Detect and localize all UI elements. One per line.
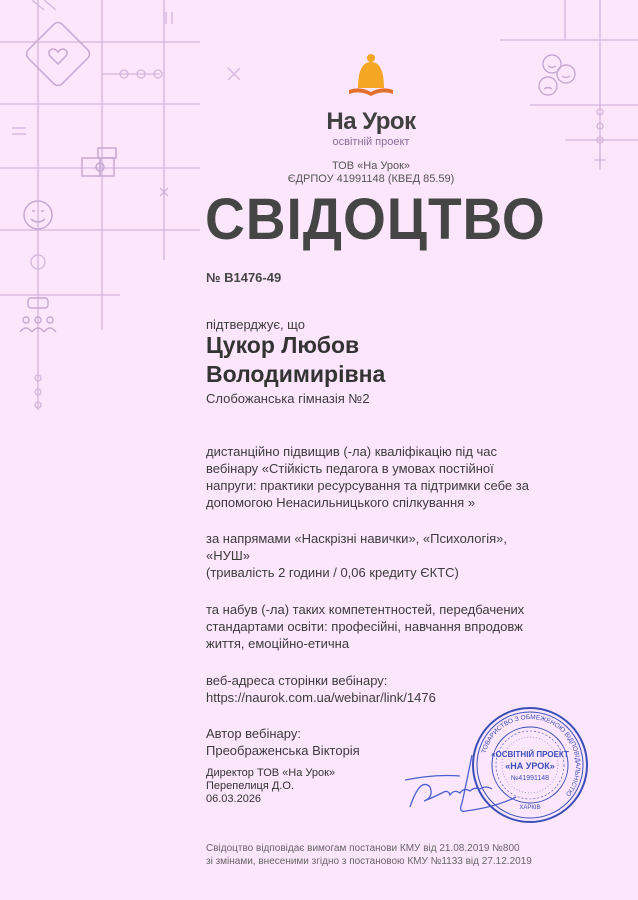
director-block xyxy=(206,767,335,806)
webinar-author xyxy=(206,725,360,759)
recipient-name-line1: Цукор Любов xyxy=(206,332,360,358)
director-label: Директор ТОВ «На Урок» xyxy=(206,767,336,779)
company-info xyxy=(0,160,638,186)
school-name: Слобожанська гімназія №2 xyxy=(206,391,370,406)
competencies xyxy=(206,601,524,652)
brand-subtitle: освітній проект xyxy=(332,136,410,148)
web-label: веб-адреса сторінки вебінару: xyxy=(206,673,388,688)
brand-name: На Урок xyxy=(326,108,416,135)
webinar-address xyxy=(206,672,436,706)
body-line: допомогою Ненасильницького спілкування » xyxy=(206,495,476,510)
course-description xyxy=(206,443,529,511)
body-line: напруги: практики ресурсування та підтримки себе за xyxy=(206,478,529,493)
stamp-city: ХАРКІВ xyxy=(519,805,541,811)
competencies-line: стандартами освіти: професійні, навчання впродовж xyxy=(206,619,523,634)
legal-footer xyxy=(206,842,532,868)
bell-logo-icon xyxy=(341,52,401,104)
company-name: ТОВ «На Урок» xyxy=(331,160,411,172)
company-registry: ЄДРПОУ 41991148 (КВЕД 85.59) xyxy=(287,173,455,185)
directions xyxy=(206,530,507,581)
footer-line: Свідоцтво відповідає вимогам постанови КМУ від 21.08.2019 №800 xyxy=(206,843,520,854)
brand-logo xyxy=(0,52,638,109)
footer-line: зі змінами, внесеними згідно з постановою КМУ №1133 від 27.12.2019 xyxy=(206,856,532,867)
stamp-line1: «ОСВІТНІЙ ПРОЕКТ xyxy=(491,750,569,759)
author-name: Преображенська Вікторія xyxy=(206,743,360,758)
recipient-name-line2: Володимирівна xyxy=(206,361,386,387)
stamp-line2: «НА УРОК» xyxy=(505,761,555,771)
directions-line: (тривалість 2 години / 0,06 кредиту ЄКТС) xyxy=(206,565,459,580)
certificate-title: СВІДОЦТВО xyxy=(205,187,546,252)
competencies-line: та набув (-ла) таких компетентностей, передбачених xyxy=(206,602,525,617)
stamp-code: №41991148 xyxy=(510,775,550,782)
author-label: Автор вебінару: xyxy=(206,726,301,741)
web-url[interactable]: https://naurok.com.ua/webinar/link/1476 xyxy=(206,690,436,705)
recipient-name xyxy=(206,331,385,389)
body-line: вебінару «Стійкість педагога в умовах постійної xyxy=(206,461,494,476)
certificate-number: № В1476-49 xyxy=(206,270,282,285)
director-name: Перепелиця Д.О. xyxy=(206,780,294,792)
confirms-text: підтверджує, що xyxy=(206,317,305,332)
directions-line: за напрямами «Наскрізні навички», «Психологія», xyxy=(206,531,508,546)
directions-line: «НУШ» xyxy=(206,548,251,563)
stamp-ring-text: ТОВАРИСТВО З ОБМЕЖЕНОЮ ВІДПОВІДАЛЬНІСТЮ xyxy=(480,713,582,798)
body-line: дистанційно підвищив (-ла) кваліфікацію під час xyxy=(206,444,498,459)
competencies-line: життя, емоційно-етична xyxy=(206,636,350,651)
issue-date: 06.03.2026 xyxy=(206,793,262,805)
director-signature xyxy=(400,745,530,820)
